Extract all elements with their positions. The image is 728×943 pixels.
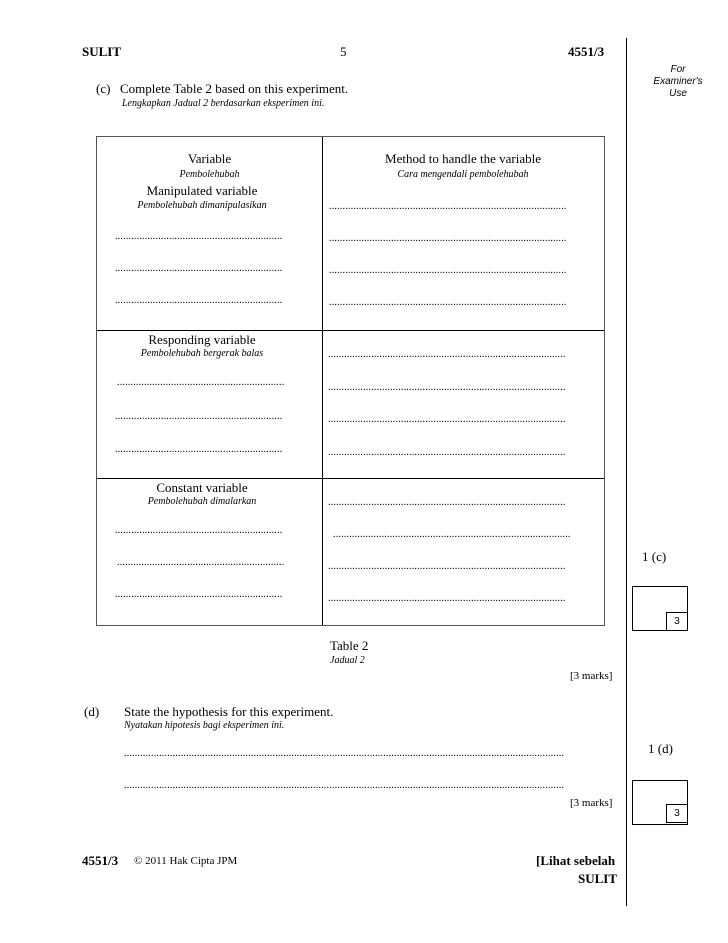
score-label-d: 1 (d)	[648, 741, 673, 756]
answer-line[interactable]: ..............................................................	[115, 263, 283, 274]
score-max-c: 3	[666, 612, 688, 631]
answer-line[interactable]: ........................................................................................	[328, 593, 566, 604]
answer-line[interactable]: ........................................................................................	[328, 382, 566, 393]
part-c-instruction: Complete Table 2 based on this experiment.	[120, 81, 349, 96]
answer-line[interactable]: ........................................................................................	[329, 233, 567, 244]
row-label-responding-ms: Pembolehubah bergerak balas	[140, 348, 264, 359]
answer-line[interactable]: ........................................................................................	[328, 414, 566, 425]
row-label-manipulated-ms: Pembolehubah dimanipulasikan	[137, 200, 267, 211]
hypothesis-line[interactable]: ...................................................................................................................................................................	[124, 780, 565, 791]
answer-line[interactable]: ..............................................................	[115, 411, 283, 422]
part-c-instruction-ms: Lengkapkan Jadual 2 berdasarkan eksperimen ini.	[122, 98, 325, 109]
answer-line[interactable]: ..............................................................	[115, 295, 283, 306]
answer-line[interactable]: ........................................................................................	[328, 447, 566, 458]
col-header-variable: Variable	[187, 151, 232, 166]
answer-line[interactable]: ........................................................................................	[333, 529, 571, 540]
answer-line[interactable]: ........................................................................................	[329, 265, 567, 276]
answer-line[interactable]: ..............................................................	[115, 589, 283, 600]
answer-line[interactable]: ..............................................................	[115, 444, 283, 455]
footer-code: 4551/3	[82, 853, 119, 868]
row-label-constant-ms: Pembolehubah dimalarkan	[147, 496, 257, 507]
answer-line[interactable]: ..............................................................	[117, 557, 285, 568]
row-label-manipulated: Manipulated variable	[146, 183, 258, 198]
table-2	[96, 136, 605, 626]
score-label-c: 1 (c)	[642, 549, 667, 564]
col-header-method: Method to handle the variable	[385, 151, 541, 166]
part-d-instruction: State the hypothesis for this experiment.	[124, 704, 334, 719]
table-caption: Table 2	[330, 638, 369, 653]
table-row-divider	[97, 478, 604, 479]
examiner-margin-line	[626, 38, 627, 906]
answer-line[interactable]: ..............................................................	[115, 231, 283, 242]
part-d-label: (d)	[84, 704, 100, 719]
marks-d: [3 marks]	[570, 797, 613, 809]
answer-line[interactable]: ..............................................................	[117, 377, 285, 388]
col-header-variable-ms: Pembolehubah	[179, 169, 240, 180]
answer-line[interactable]: ........................................................................................	[328, 497, 566, 508]
answer-line[interactable]: ........................................................................................	[329, 201, 567, 212]
header-sulit: SULIT	[82, 44, 122, 59]
answer-line[interactable]: ........................................................................................	[329, 297, 567, 308]
part-c-label: (c)	[96, 81, 111, 96]
footer-copyright: © 2011 Hak Cipta JPM	[134, 855, 238, 867]
page-number: 5	[340, 44, 347, 59]
table-caption-ms: Jadual 2	[330, 655, 365, 666]
col-header-method-ms: Cara mengendali pembolehubah	[397, 169, 529, 180]
row-label-constant: Constant variable	[156, 480, 248, 495]
examiner-use-note: For Examiner's Use	[653, 64, 703, 99]
footer-turn-over: [Lihat sebelah	[536, 853, 616, 868]
table-column-divider	[322, 137, 323, 625]
answer-line[interactable]: ..............................................................	[115, 525, 283, 536]
score-max-d: 3	[666, 804, 688, 823]
answer-line[interactable]: ........................................................................................	[328, 561, 566, 572]
marks-c: [3 marks]	[570, 670, 613, 682]
hypothesis-line[interactable]: ...................................................................................................................................................................	[124, 748, 565, 759]
row-label-responding: Responding variable	[148, 332, 256, 347]
part-d-instruction-ms: Nyatakan hipotesis bagi eksperimen ini.	[124, 720, 285, 731]
paper-code: 4551/3	[568, 44, 605, 59]
answer-line[interactable]: ........................................................................................	[328, 349, 566, 360]
footer-sulit: SULIT	[578, 871, 618, 886]
table-row-divider	[97, 330, 604, 331]
